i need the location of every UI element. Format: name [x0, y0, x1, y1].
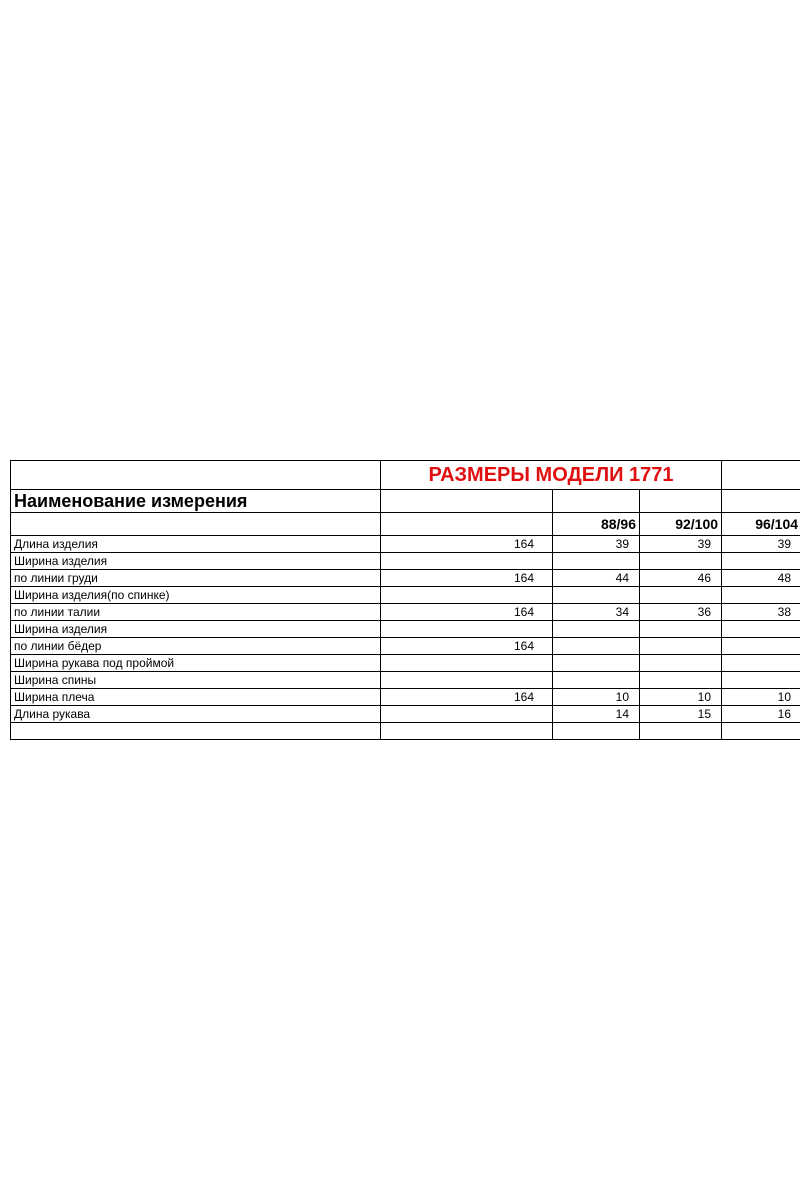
size-value: [640, 655, 722, 672]
height-value: [381, 553, 553, 570]
blank-cell: [722, 723, 800, 740]
blank-cell: [553, 723, 640, 740]
size-value: [640, 672, 722, 689]
height-value: [381, 621, 553, 638]
height-value: 164: [381, 570, 553, 587]
measurement-label: Ширина изделия: [11, 553, 381, 570]
size-value: [640, 587, 722, 604]
size-value: 39: [722, 536, 800, 553]
measurement-label: Длина изделия: [11, 536, 381, 553]
size-value: [640, 638, 722, 655]
size-value: 48: [722, 570, 800, 587]
size-value: [553, 655, 640, 672]
blank-cell: [381, 723, 553, 740]
size-value: [553, 672, 640, 689]
size-value: 10: [640, 689, 722, 706]
table-row: [11, 604, 800, 621]
measurement-label: по линии бёдер: [11, 638, 381, 655]
size-header-empty-cell: [381, 513, 553, 536]
size-header-96-104: 96/104: [722, 513, 800, 536]
size-value: 44: [553, 570, 640, 587]
measurement-label: по линии талии: [11, 604, 381, 621]
size-value: [722, 553, 800, 570]
size-value: 10: [722, 689, 800, 706]
height-value: [381, 706, 553, 723]
height-value: [381, 587, 553, 604]
table-row: [11, 672, 800, 689]
measurement-label: Длина рукава: [11, 706, 381, 723]
table-row: [11, 553, 800, 570]
size-header-row: [11, 513, 800, 536]
measurement-label: Ширина изделия(по спинке): [11, 587, 381, 604]
title-end-cell: [722, 461, 800, 490]
size-value: [640, 621, 722, 638]
size-value: [640, 553, 722, 570]
measurement-label: по линии груди: [11, 570, 381, 587]
size-value: 39: [640, 536, 722, 553]
measurement-name-header: Наименование измерения: [11, 490, 381, 513]
table-row: [11, 638, 800, 655]
header-empty-cell: [640, 490, 722, 513]
table-row: [11, 655, 800, 672]
size-value: 38: [722, 604, 800, 621]
header-label-row: [11, 490, 800, 513]
size-header-92-100: 92/100: [640, 513, 722, 536]
size-value: [553, 587, 640, 604]
size-value: 46: [640, 570, 722, 587]
header-empty-cell: [553, 490, 640, 513]
size-value: [722, 638, 800, 655]
blank-cell: [640, 723, 722, 740]
height-value: [381, 672, 553, 689]
header-empty-cell: [722, 490, 800, 513]
height-value: 164: [381, 536, 553, 553]
height-value: [381, 655, 553, 672]
table-row: [11, 706, 800, 723]
size-chart-table: [10, 460, 800, 740]
size-value: 34: [553, 604, 640, 621]
table-row: [11, 689, 800, 706]
size-value: [722, 621, 800, 638]
measurement-label: Ширина изделия: [11, 621, 381, 638]
size-value: [553, 621, 640, 638]
table-row: [11, 536, 800, 553]
size-value: [722, 655, 800, 672]
title-row: [11, 461, 800, 490]
measurement-label: Ширина рукава под проймой: [11, 655, 381, 672]
size-value: [722, 587, 800, 604]
size-value: 16: [722, 706, 800, 723]
size-value: 10: [553, 689, 640, 706]
page-title: РАЗМЕРЫ МОДЕЛИ 1771: [381, 461, 722, 490]
table-row: [11, 570, 800, 587]
blank-cell: [11, 723, 381, 740]
size-value: 15: [640, 706, 722, 723]
size-value: [553, 553, 640, 570]
blank-row: [11, 723, 800, 740]
size-header-empty-cell: [11, 513, 381, 536]
size-value: [553, 638, 640, 655]
size-value: [722, 672, 800, 689]
table-row: [11, 587, 800, 604]
measurement-label: Ширина спины: [11, 672, 381, 689]
height-value: 164: [381, 604, 553, 621]
size-value: 39: [553, 536, 640, 553]
size-value: 14: [553, 706, 640, 723]
height-value: 164: [381, 689, 553, 706]
header-empty-cell: [381, 490, 553, 513]
height-value: 164: [381, 638, 553, 655]
measurement-label: Ширина плеча: [11, 689, 381, 706]
size-value: 36: [640, 604, 722, 621]
size-header-88-96: 88/96: [553, 513, 640, 536]
measurement-rows: [11, 536, 800, 723]
table-row: [11, 621, 800, 638]
title-spacer-cell: [11, 461, 381, 490]
